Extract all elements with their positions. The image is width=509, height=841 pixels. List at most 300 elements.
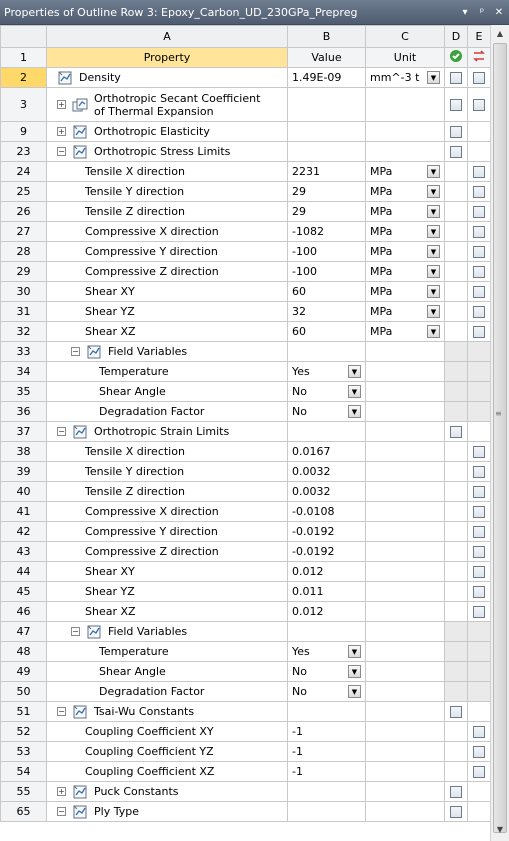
row-number[interactable]: 65 [1,802,47,822]
value-text: 2231 [292,165,320,178]
quantity-checkbox[interactable] [473,72,485,84]
value-cell[interactable] [288,482,366,502]
property-cell[interactable] [47,222,288,242]
property-cell[interactable] [47,162,288,182]
value-text: 32 [292,305,306,318]
vertical-scrollbar[interactable] [490,25,509,841]
quantity-checkbox[interactable] [473,286,485,298]
quantity-cell[interactable] [468,222,491,242]
unit-select: mm^-3 t [370,71,420,84]
value-cell[interactable] [288,162,366,182]
column-header-a[interactable]: A [47,26,288,48]
property-row[interactable] [1,602,491,622]
value-cell[interactable] [288,582,366,602]
property-row[interactable] [1,422,491,442]
property-row[interactable] [1,742,491,762]
enable-cell[interactable] [445,68,468,88]
unit-select: MPa [370,245,393,258]
property-row[interactable] [1,182,491,202]
property-row[interactable] [1,662,491,682]
property-row[interactable] [1,402,491,422]
enable-cell [445,542,468,562]
unit-cell[interactable] [366,182,445,202]
dropdown-arrow-icon[interactable]: ▼ [348,385,361,398]
column-header-d[interactable]: D [445,26,468,48]
quantity-cell [468,622,491,642]
property-row[interactable] [1,302,491,322]
property-cell[interactable] [47,722,288,742]
value-cell[interactable] [288,382,366,402]
row-number[interactable]: 31 [1,302,47,322]
quantity-checkbox[interactable] [473,746,485,758]
property-cell[interactable] [47,142,288,162]
row-number[interactable]: 46 [1,602,47,622]
property-cell[interactable] [47,462,288,482]
unit-cell[interactable] [366,68,445,88]
enable-cell [445,222,468,242]
quantity-cell[interactable] [468,262,491,282]
row-number[interactable]: 43 [1,542,47,562]
row-number[interactable]: 48 [1,642,47,662]
property-cell[interactable] [47,482,288,502]
property-cell[interactable] [47,342,288,362]
value-cell[interactable] [288,622,366,642]
value-select: No [292,405,307,418]
collapse-icon[interactable]: − [72,627,79,636]
property-cell[interactable] [47,542,288,562]
property-label: Shear XY [85,285,135,298]
value-cell[interactable] [288,442,366,462]
row-number[interactable]: 36 [1,402,47,422]
quantity-cell[interactable] [468,522,491,542]
quantity-checkbox[interactable] [473,546,485,558]
property-cell[interactable] [47,762,288,782]
quantity-cell[interactable] [468,242,491,262]
quantity-cell[interactable] [468,88,491,122]
property-label: Temperature [99,645,169,658]
dropdown-arrow-icon[interactable]: ▼ [427,285,440,298]
quantity-checkbox[interactable] [473,186,485,198]
quantity-checkbox[interactable] [473,326,485,338]
dropdown-arrow-icon[interactable]: ▼ [348,685,361,698]
row-number[interactable]: 54 [1,762,47,782]
property-cell[interactable] [47,442,288,462]
property-cell[interactable] [47,88,288,122]
value-cell[interactable] [288,362,366,382]
close-button[interactable]: ✕ [494,6,504,18]
property-label: Tensile Y direction [85,465,185,478]
enable-checkbox[interactable] [450,146,462,158]
value-select: No [292,385,307,398]
unit-cell [366,122,445,142]
property-label: Shear XY [85,565,135,578]
property-cell[interactable] [47,68,288,88]
quantity-checkbox[interactable] [473,99,485,111]
property-cell[interactable] [47,382,288,402]
row-number[interactable]: 23 [1,142,47,162]
value-cell[interactable] [288,222,366,242]
property-table-icon [72,785,88,799]
quantity-checkbox[interactable] [473,766,485,778]
value-cell[interactable] [288,642,366,662]
row-number[interactable]: 25 [1,182,47,202]
enable-checkbox[interactable] [450,706,462,718]
property-cell[interactable] [47,502,288,522]
property-cell[interactable] [47,562,288,582]
quantity-checkbox[interactable] [473,306,485,318]
unit-cell [366,622,445,642]
property-row[interactable] [1,88,491,122]
quantity-cell[interactable] [468,762,491,782]
row-number[interactable]: 27 [1,222,47,242]
row-number[interactable]: 9 [1,122,47,142]
value-cell[interactable] [288,462,366,482]
value-cell[interactable] [288,122,366,142]
property-row[interactable] [1,722,491,742]
row-number[interactable]: 49 [1,662,47,682]
collapse-icon[interactable]: − [58,807,65,816]
enable-cell[interactable] [445,782,468,802]
scroll-thumb[interactable] [493,43,507,833]
enable-cell [445,482,468,502]
row-number[interactable]: 24 [1,162,47,182]
value-text: -1 [292,725,303,738]
value-cell[interactable] [288,142,366,162]
dropdown-arrow-icon[interactable]: ▼ [427,245,440,258]
property-cell[interactable] [47,582,288,602]
unit-cell [366,362,445,382]
enable-cell [445,502,468,522]
property-cell[interactable] [47,602,288,622]
row-number[interactable]: 3 [1,88,47,122]
dropdown-arrow-icon[interactable]: ▼ [348,665,361,678]
row-number[interactable]: 35 [1,382,47,402]
enable-checkbox[interactable] [450,426,462,438]
property-cell[interactable] [47,122,288,142]
value-text: 0.0167 [292,445,331,458]
row-number[interactable]: 50 [1,682,47,702]
unit-cell [366,742,445,762]
quantity-checkbox[interactable] [473,606,485,618]
value-cell[interactable] [288,88,366,122]
value-cell[interactable] [288,722,366,742]
row-number[interactable]: 53 [1,742,47,762]
property-row[interactable] [1,522,491,542]
enable-cell [445,742,468,762]
property-row[interactable] [1,802,491,822]
row-number[interactable]: 2 [1,68,47,88]
value-cell[interactable] [288,602,366,622]
quantity-checkbox[interactable] [473,206,485,218]
row-number[interactable]: 29 [1,262,47,282]
property-cell[interactable] [47,202,288,222]
unit-cell[interactable] [366,282,445,302]
property-row[interactable] [1,582,491,602]
row-number[interactable]: 42 [1,522,47,542]
row-number[interactable]: 30 [1,282,47,302]
row-number[interactable]: 44 [1,562,47,582]
unit-cell [366,582,445,602]
row-number[interactable]: 45 [1,582,47,602]
expand-icon[interactable]: + [58,787,65,796]
row-number[interactable]: 28 [1,242,47,262]
enable-cell[interactable] [445,88,468,122]
column-header-e[interactable]: E [468,26,491,48]
row-number[interactable]: 34 [1,362,47,382]
collapse-icon[interactable]: − [72,347,79,356]
value-cell[interactable] [288,202,366,222]
quantity-checkbox[interactable] [473,586,485,598]
value-cell[interactable] [288,742,366,762]
dropdown-arrow-icon[interactable]: ▼ [427,305,440,318]
property-cell[interactable] [47,742,288,762]
unit-cell [366,562,445,582]
quantity-cell[interactable] [468,602,491,622]
scroll-down-arrow[interactable]: ▼ [496,825,504,834]
dropdown-arrow-icon[interactable]: ▼ [427,185,440,198]
property-cell[interactable] [47,362,288,382]
property-row[interactable] [1,162,491,182]
value-cell[interactable] [288,322,366,342]
property-row[interactable] [1,242,491,262]
property-label: Tsai-Wu Constants [94,704,195,718]
value-cell[interactable] [288,402,366,422]
value-text: -1 [292,745,303,758]
quantity-checkbox[interactable] [473,486,485,498]
property-cell[interactable] [47,622,288,642]
property-cell[interactable] [47,702,288,722]
quantity-cell[interactable] [468,162,491,182]
row-number: 1 [1,48,47,68]
row-number[interactable]: 47 [1,622,47,642]
property-row[interactable] [1,502,491,522]
unit-cell [366,662,445,682]
value-cell[interactable] [288,68,366,88]
enable-cell [445,722,468,742]
quantity-cell[interactable] [468,202,491,222]
property-cell[interactable] [47,182,288,202]
enable-cell[interactable] [445,142,468,162]
enable-cell[interactable] [445,422,468,442]
value-cell[interactable] [288,522,366,542]
property-label: Orthotropic Stress Limits [94,144,231,158]
value-cell[interactable] [288,662,366,682]
property-cell[interactable] [47,642,288,662]
unit-cell [366,522,445,542]
enable-checkbox[interactable] [450,806,462,818]
property-cell[interactable] [47,802,288,822]
unit-select: MPa [370,225,393,238]
enable-cell [445,622,468,642]
expand-icon[interactable]: + [58,127,65,136]
property-row[interactable] [1,142,491,162]
dropdown-arrow-icon[interactable]: ▼ [427,225,440,238]
dropdown-arrow-icon[interactable]: ▼ [348,365,361,378]
quantity-cell[interactable] [468,582,491,602]
column-header-c[interactable]: C [366,26,445,48]
property-row[interactable] [1,622,491,642]
unit-cell[interactable] [366,222,445,242]
property-row[interactable] [1,262,491,282]
row-number[interactable]: 26 [1,202,47,222]
value-cell[interactable] [288,782,366,802]
quantity-checkbox[interactable] [473,466,485,478]
unit-cell[interactable] [366,162,445,182]
enable-checkbox[interactable] [450,786,462,798]
quantity-cell[interactable] [468,742,491,762]
property-cell[interactable] [47,262,288,282]
unit-cell[interactable] [366,322,445,342]
quantity-cell[interactable] [468,302,491,322]
dropdown-arrow-icon[interactable]: ▼ [348,405,361,418]
quantity-checkbox[interactable] [473,506,485,518]
property-row[interactable] [1,342,491,362]
enable-cell[interactable] [445,122,468,142]
property-row[interactable] [1,642,491,662]
enable-checkbox[interactable] [450,72,462,84]
property-row[interactable] [1,202,491,222]
property-table-icon [72,805,88,819]
value-cell[interactable] [288,182,366,202]
dropdown-arrow-icon[interactable]: ▼ [427,71,440,84]
row-number[interactable]: 41 [1,502,47,522]
quantity-cell[interactable] [468,502,491,522]
row-number[interactable]: 51 [1,702,47,722]
property-cell[interactable] [47,682,288,702]
property-cell[interactable] [47,322,288,342]
quantity-cell[interactable] [468,562,491,582]
quantity-cell[interactable] [468,482,491,502]
value-cell[interactable] [288,542,366,562]
row-number[interactable]: 39 [1,462,47,482]
dropdown-arrow-icon[interactable]: ▼ [427,265,440,278]
property-row[interactable] [1,442,491,462]
property-row[interactable] [1,68,491,88]
property-cell[interactable] [47,522,288,542]
unit-select: MPa [370,185,393,198]
quantity-cell[interactable] [468,722,491,742]
column-header-b[interactable]: B [288,26,366,48]
value-cell[interactable] [288,262,366,282]
quantity-checkbox[interactable] [473,166,485,178]
property-row[interactable] [1,562,491,582]
quantity-cell[interactable] [468,542,491,562]
row-number[interactable]: 40 [1,482,47,502]
value-cell[interactable] [288,302,366,322]
enable-cell [445,162,468,182]
unit-cell [366,502,445,522]
property-row[interactable] [1,222,491,242]
unit-cell[interactable] [366,262,445,282]
value-cell[interactable] [288,422,366,442]
property-cell[interactable] [47,242,288,262]
value-cell[interactable] [288,702,366,722]
unit-cell[interactable] [366,202,445,222]
value-cell[interactable] [288,762,366,782]
quantity-cell[interactable] [468,442,491,462]
quantity-cell[interactable] [468,182,491,202]
property-row[interactable] [1,322,491,342]
dropdown-arrow-icon[interactable]: ▼ [427,325,440,338]
dropdown-arrow-icon[interactable]: ▼ [348,645,361,658]
property-row[interactable] [1,382,491,402]
value-cell[interactable] [288,562,366,582]
value-text: 0.0032 [292,485,331,498]
enable-checkbox[interactable] [450,99,462,111]
row-number[interactable]: 38 [1,442,47,462]
quantity-checkbox[interactable] [473,246,485,258]
property-cell[interactable] [47,302,288,322]
quantity-checkbox[interactable] [473,226,485,238]
unit-cell[interactable] [366,302,445,322]
property-row[interactable] [1,462,491,482]
property-row[interactable] [1,782,491,802]
unit-cell[interactable] [366,242,445,262]
dropdown-arrow-icon[interactable]: ▼ [427,205,440,218]
value-select: No [292,685,307,698]
property-row[interactable] [1,282,491,302]
property-cell[interactable] [47,662,288,682]
value-cell[interactable] [288,282,366,302]
pin-button[interactable]: ᵖ [479,6,485,18]
quantity-checkbox[interactable] [473,446,485,458]
collapse-icon[interactable]: − [58,707,65,716]
property-cell[interactable] [47,402,288,422]
quantity-cell[interactable] [468,68,491,88]
quantity-cell[interactable] [468,282,491,302]
value-cell[interactable] [288,342,366,362]
dropdown-arrow-icon[interactable]: ▼ [427,165,440,178]
value-cell[interactable] [288,242,366,262]
window-menu-button[interactable]: ▾ [462,6,468,18]
value-text: -100 [292,265,317,278]
value-cell[interactable] [288,502,366,522]
property-cell[interactable] [47,282,288,302]
enable-cell[interactable] [445,802,468,822]
value-cell[interactable] [288,682,366,702]
property-row[interactable] [1,122,491,142]
quantity-cell[interactable] [468,322,491,342]
scroll-up-arrow[interactable]: ▲ [496,29,504,38]
property-label: Tensile X direction [85,165,185,178]
enable-checkbox[interactable] [450,126,462,138]
property-row[interactable] [1,482,491,502]
property-row[interactable] [1,682,491,702]
row-number[interactable]: 37 [1,422,47,442]
quantity-cell[interactable] [468,462,491,482]
quantity-checkbox[interactable] [473,266,485,278]
enable-cell[interactable] [445,702,468,722]
collapse-icon[interactable]: − [58,427,65,436]
value-text: 0.011 [292,585,324,598]
property-row[interactable] [1,702,491,722]
property-cell[interactable] [47,782,288,802]
value-cell[interactable] [288,802,366,822]
expand-icon[interactable]: + [58,100,65,109]
row-number[interactable]: 55 [1,782,47,802]
quantity-checkbox[interactable] [473,726,485,738]
property-row[interactable] [1,762,491,782]
quantity-checkbox[interactable] [473,566,485,578]
property-cell[interactable] [47,422,288,442]
property-row[interactable] [1,542,491,562]
row-number[interactable]: 52 [1,722,47,742]
quantity-checkbox[interactable] [473,526,485,538]
row-number[interactable]: 33 [1,342,47,362]
property-row[interactable] [1,362,491,382]
row-number[interactable]: 32 [1,322,47,342]
collapse-icon[interactable]: − [58,147,65,156]
